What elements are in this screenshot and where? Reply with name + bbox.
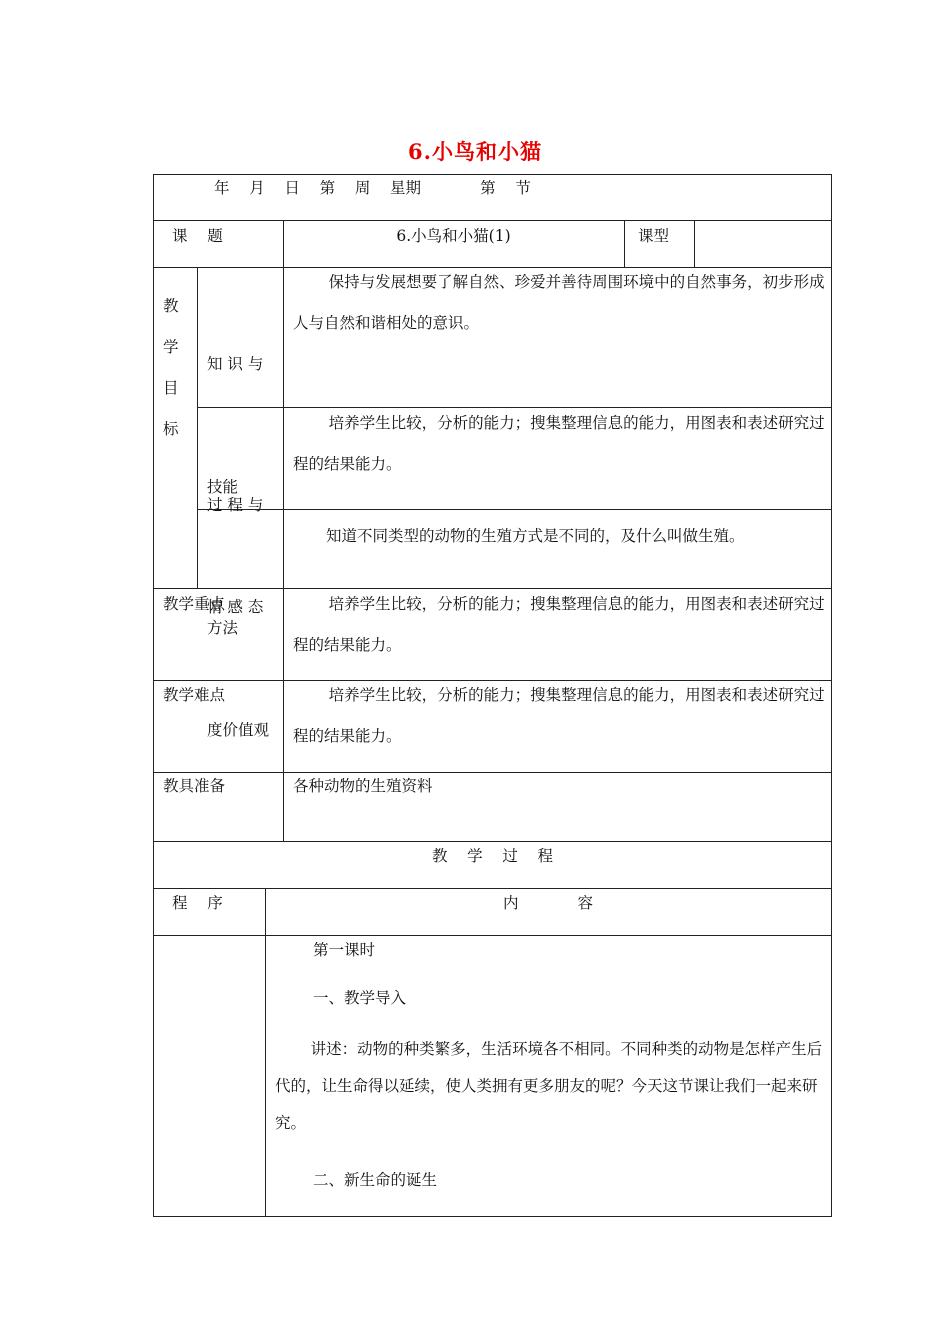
goals-label [163, 286, 183, 450]
goal-label-line: 度价值观 [207, 721, 270, 739]
tools-label: 教具准备 [163, 777, 226, 795]
lesson-narration: 讲述：动物的种类繁多，生活环境各不相同。不同种类的动物是怎样产生后代的，让生命得以延续，使人类拥有更多朋友的呢？今天这节课让我们一起来研究。 [275, 1040, 823, 1132]
goal-label-line: 技能 [207, 478, 239, 496]
document-title: 6.小鸟和小猫 [408, 139, 542, 164]
topic-value: 6.小鸟和小猫(1) [396, 227, 511, 245]
process-header: 教 学 过 程 [431, 847, 554, 865]
goal-label-line: 过 程 与 [207, 496, 264, 514]
topic-label: 课 题 [172, 227, 223, 245]
goal-emotion-label [207, 505, 281, 792]
difficulty-text: 培养学生比较，分析的能力；搜集整理信息的能力，用图表和表述研究过程的结果能力。 [293, 686, 825, 745]
key-point-label: 教学重点 [163, 595, 226, 613]
goal-emotion-text: 知道不同类型的动物的生殖方式是不同的，及什么叫做生殖。 [326, 527, 745, 545]
goal-label-line: 情 感 态 [207, 598, 264, 616]
goal-label-line: 知 识 与 [207, 355, 264, 373]
tools-text: 各种动物的生殖资料 [293, 777, 433, 795]
content-column-header: 内 容 [502, 894, 594, 912]
key-point-text: 培养学生比较，分析的能力；搜集整理信息的能力，用图表和表述研究过程的结果能力。 [293, 595, 825, 654]
goals-label-char: 标 [163, 420, 179, 438]
goals-label-char: 学 [163, 338, 179, 356]
goal-label-line: 方法 [207, 619, 239, 637]
goal-process-text: 培养学生比较，分析的能力；搜集整理信息的能力，用图表和表述研究过程的结果能力。 [293, 414, 825, 473]
lesson-section-new-life: 二、新生命的诞生 [313, 1171, 438, 1189]
goals-label-char: 目 [163, 379, 179, 397]
lesson-type-label: 课型 [638, 227, 670, 245]
procedure-column-header: 程 序 [172, 894, 223, 912]
date-line: 年 月 日 第 周 星期 第 节 [214, 179, 531, 197]
goal-knowledge-text: 保持与发展想要了解自然、珍爱并善待周围环境中的自然事务，初步形成人与自然和谐相处的意识。 [293, 273, 825, 332]
lesson-section-intro: 一、教学导入 [313, 989, 407, 1007]
lesson-period: 第一课时 [313, 941, 376, 959]
goals-label-char: 教 [163, 297, 179, 315]
difficulty-label: 教学难点 [163, 686, 226, 704]
